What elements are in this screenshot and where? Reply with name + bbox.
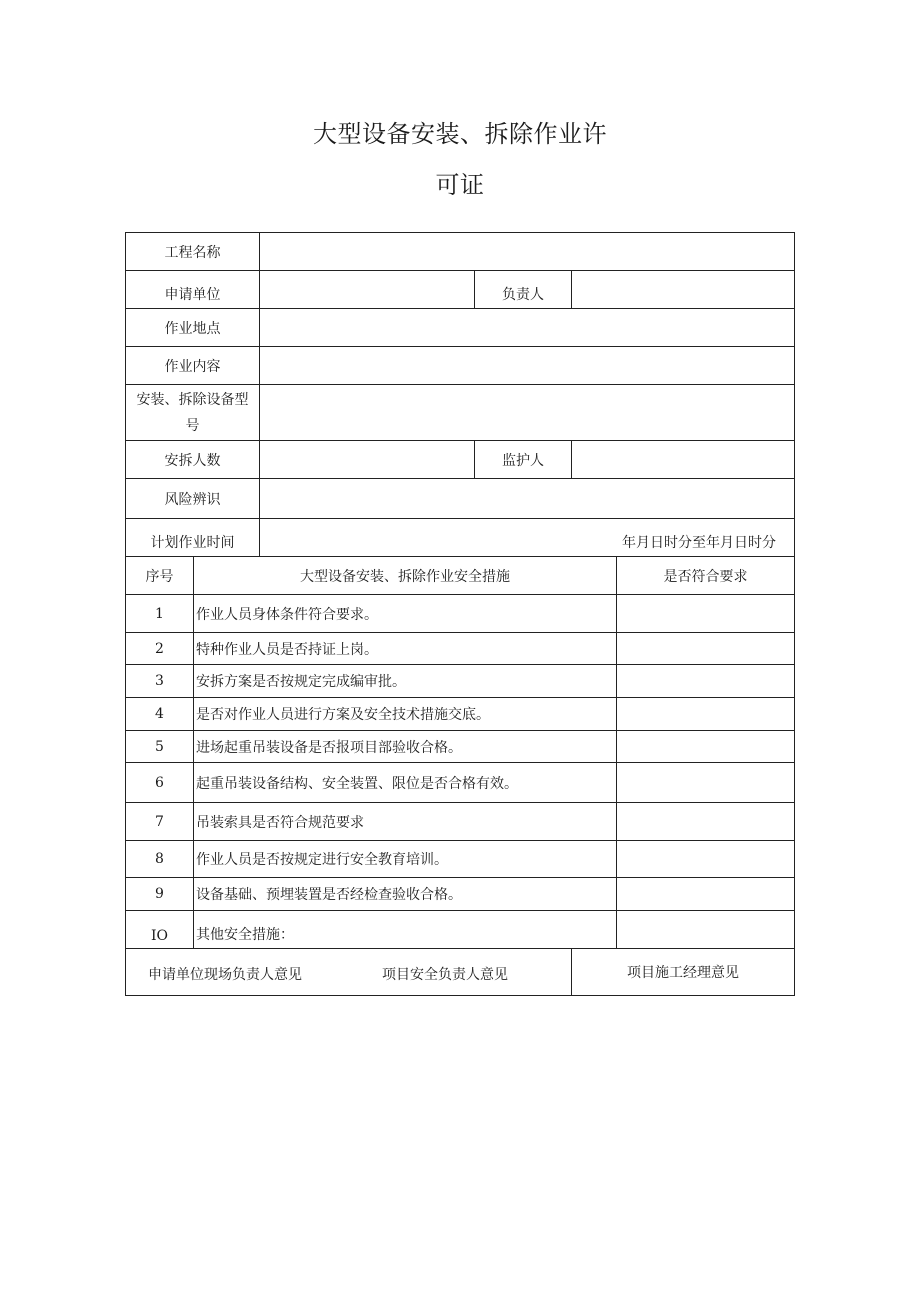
equipment-model-field[interactable] xyxy=(259,385,794,440)
risk-identification-label: 风险辨识 xyxy=(164,491,221,508)
measure-compliance-field[interactable] xyxy=(616,595,794,632)
applicant-unit-field[interactable] xyxy=(259,271,474,308)
measure-row xyxy=(126,878,794,911)
measure-text: 是否对作业人员进行方案及安全技术措施交底。 xyxy=(193,698,616,730)
planned-time-field[interactable]: 年月日时分至年月日时分 xyxy=(259,519,794,556)
measure-row xyxy=(126,841,794,878)
measure-compliance-field[interactable] xyxy=(616,878,794,910)
row-equipment-model xyxy=(126,385,794,441)
row-risk-identification xyxy=(126,479,794,519)
measure-compliance-field[interactable] xyxy=(616,763,794,802)
measure-compliance-field[interactable] xyxy=(616,911,794,948)
risk-identification-field[interactable] xyxy=(259,479,794,518)
equipment-model-label xyxy=(126,385,259,440)
document-title-line1: 大型设备安装、拆除作业许 xyxy=(313,120,607,148)
measure-no: 2 xyxy=(155,640,164,657)
measure-row xyxy=(126,731,794,763)
planned-time-label: 计划作业时间 xyxy=(150,535,235,551)
measure-row xyxy=(126,763,794,803)
measure-row xyxy=(126,665,794,698)
measure-compliance-field[interactable] xyxy=(616,803,794,840)
row-worker-count xyxy=(126,441,794,479)
supervisor-label: 监护人 xyxy=(474,441,571,478)
work-location-field[interactable] xyxy=(259,309,794,346)
header-compliance: 是否符合要求 xyxy=(616,557,794,594)
measure-row xyxy=(126,698,794,731)
measure-no: 7 xyxy=(155,813,164,830)
header-measure: 大型设备安装、拆除作业安全措施 xyxy=(193,557,616,594)
measure-text: 特种作业人员是否持证上岗。 xyxy=(193,633,616,664)
work-location-label: 作业地点 xyxy=(164,320,221,337)
person-in-charge-label: 负责人 xyxy=(474,271,571,308)
measure-text: 作业人员是否按规定进行安全教育培训。 xyxy=(193,841,616,877)
measure-text: 安拆方案是否按规定完成编审批。 xyxy=(193,665,616,697)
header-no: 序号 xyxy=(145,568,174,585)
measure-compliance-field[interactable] xyxy=(616,633,794,664)
work-content-field[interactable] xyxy=(259,347,794,384)
measure-compliance-field[interactable] xyxy=(616,731,794,762)
worker-count-label: 安拆人数 xyxy=(164,452,221,469)
equipment-model-label-line2: 号 xyxy=(185,417,200,434)
measure-no: 6 xyxy=(155,774,164,791)
project-name-field[interactable] xyxy=(259,233,794,270)
work-content-label: 作业内容 xyxy=(164,358,221,375)
applicant-unit-label: 申请单位 xyxy=(164,287,221,303)
equipment-model-label-line1: 安装、拆除设备型 xyxy=(136,391,249,408)
row-project-name xyxy=(126,233,794,271)
person-in-charge-field[interactable] xyxy=(571,271,794,308)
row-applicant-unit xyxy=(126,271,794,309)
project-construction-manager-opinion-label: 项目施工经理意见 xyxy=(571,949,794,995)
measure-text: 吊装索具是否符合规范要求 xyxy=(193,803,616,840)
measure-no: 4 xyxy=(155,706,164,722)
project-safety-leader-opinion-label: 项目安全负责人意见 xyxy=(382,967,508,983)
measure-row xyxy=(126,911,794,949)
supervisor-field[interactable] xyxy=(571,441,794,478)
measure-no: 3 xyxy=(155,673,164,689)
permit-form-table xyxy=(125,232,795,996)
measure-no: 5 xyxy=(155,738,164,755)
measure-text: 其他安全措施： xyxy=(193,911,616,948)
project-name-label: 工程名称 xyxy=(164,244,221,261)
opinions-row xyxy=(126,949,794,995)
measures-header-row xyxy=(126,557,794,595)
measure-row xyxy=(126,595,794,633)
measure-text: 设备基础、预埋装置是否经检查验收合格。 xyxy=(193,878,616,910)
row-planned-time xyxy=(126,519,794,557)
document-title-line2: 可证 xyxy=(435,171,485,199)
measure-row xyxy=(126,803,794,841)
measure-row xyxy=(126,633,794,665)
measure-text: 进场起重吊装设备是否报项目部验收合格。 xyxy=(193,731,616,762)
opinions-left-group xyxy=(126,949,571,995)
measure-compliance-field[interactable] xyxy=(616,841,794,877)
measure-no: 9 xyxy=(155,886,164,902)
measure-no: 8 xyxy=(155,851,164,867)
measure-no: 1 xyxy=(155,605,164,622)
measure-text: 起重吊装设备结构、安全装置、限位是否合格有效。 xyxy=(193,763,616,802)
worker-count-field[interactable] xyxy=(259,441,474,478)
row-work-content xyxy=(126,347,794,385)
measure-text: 作业人员身体条件符合要求。 xyxy=(193,595,616,632)
measure-no: IO xyxy=(150,928,168,944)
measure-compliance-field[interactable] xyxy=(616,698,794,730)
applicant-site-leader-opinion-label: 申请单位现场负责人意见 xyxy=(148,967,302,983)
row-work-location xyxy=(126,309,794,347)
measure-compliance-field[interactable] xyxy=(616,665,794,697)
